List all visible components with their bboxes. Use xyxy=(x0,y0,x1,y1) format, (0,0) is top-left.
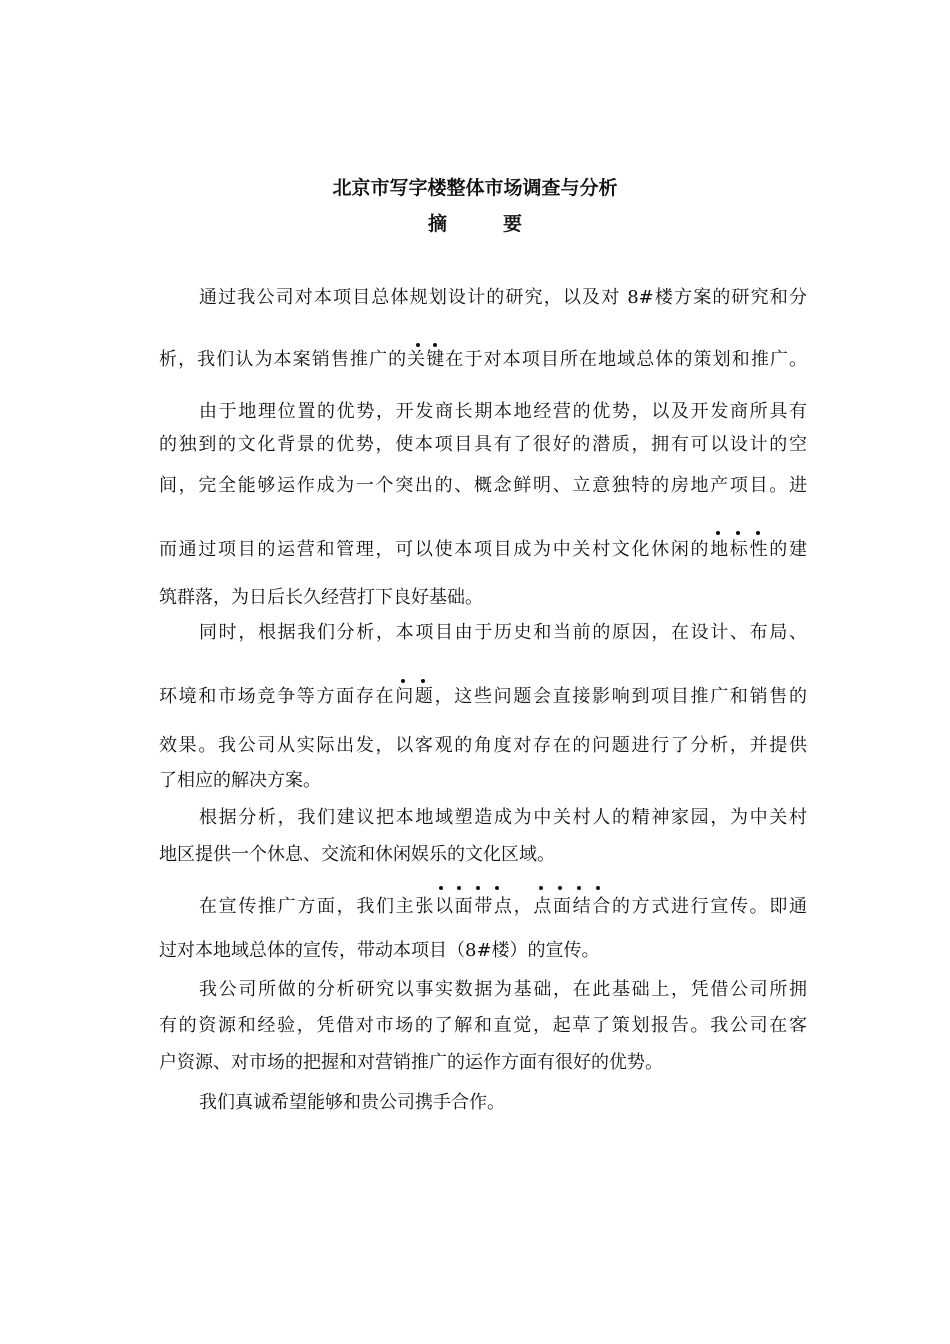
body-line: 筑群落，为日后长久经营打下良好基础。 xyxy=(159,587,483,608)
body-line: 而通过项目的运营和管理，可以使本项目成为中关村文化休闲的地标性的建 xyxy=(159,539,807,560)
body-line: 了相应的解决方案。 xyxy=(159,770,321,791)
emphasis-dot xyxy=(421,679,425,683)
body-line: 间，完全能够运作成为一个突出的、概念鲜明、立意独特的房地产项目。进 xyxy=(159,475,807,496)
emphasis-dot xyxy=(716,531,720,535)
body-line: 地区提供一个休息、交流和休闲娱乐的文化区域。 xyxy=(159,844,555,865)
emphasis-dot xyxy=(476,886,480,890)
emphasis-dot xyxy=(439,886,443,890)
body-line: 同时，根据我们分析，本项目由于历史和当前的原因，在设计、布局、 xyxy=(199,622,807,643)
emphasis-dot xyxy=(558,886,562,890)
body-line: 由于地理位置的优势，开发商长期本地经营的优势，以及开发商所具有 xyxy=(199,401,807,422)
emphasis-dot xyxy=(756,531,760,535)
body-line: 通过我公司对本项目总体规划设计的研究，以及对 8#楼方案的研究和分 xyxy=(199,287,807,308)
body-line: 的独到的文化背景的优势，使本项目具有了很好的潜质，拥有可以设计的空 xyxy=(159,434,807,455)
emphasis-dot xyxy=(433,343,437,347)
emphasis-dot xyxy=(596,886,600,890)
body-line: 我公司所做的分析研究以事实数据为基础，在此基础上，凭借公司所拥 xyxy=(199,979,807,1000)
emphasis-dot xyxy=(401,679,405,683)
body-line: 在宣传推广方面，我们主张以面带点，点面结合的方式进行宣传。即通 xyxy=(199,896,807,917)
body-line: 户资源、对市场的把握和对营销推广的运作方面有很好的优势。 xyxy=(159,1052,663,1073)
emphasis-dot xyxy=(539,886,543,890)
body-line: 效果。我公司从实际出发，以客观的角度对存在的问题进行了分析，并提供 xyxy=(159,735,807,756)
emphasis-dot xyxy=(495,886,499,890)
body-line: 析，我们认为本案销售推广的关键在于对本项目所在地域总体的策划和推广。 xyxy=(159,349,807,370)
emphasis-dot xyxy=(577,886,581,890)
emphasis-dot xyxy=(416,343,420,347)
body-line: 环境和市场竞争等方面存在问题，这些问题会直接影响到项目推广和销售的 xyxy=(159,686,807,707)
document-title: 北京市写字楼整体市场调查与分析 xyxy=(332,177,618,199)
body-line: 根据分析，我们建议把本地域塑造成为中关村人的精神家园，为中关村 xyxy=(199,807,807,828)
body-line: 有的资源和经验，凭借对市场的了解和直觉，起草了策划报告。我公司在客 xyxy=(159,1015,807,1036)
body-line: 过对本地域总体的宣传，带动本项目（8#楼）的宣传。 xyxy=(159,940,600,961)
document-subtitle: 摘要 xyxy=(427,213,578,235)
body-line: 我们真诚希望能够和贵公司携手合作。 xyxy=(199,1092,505,1113)
emphasis-dot xyxy=(457,886,461,890)
emphasis-dot xyxy=(736,531,740,535)
